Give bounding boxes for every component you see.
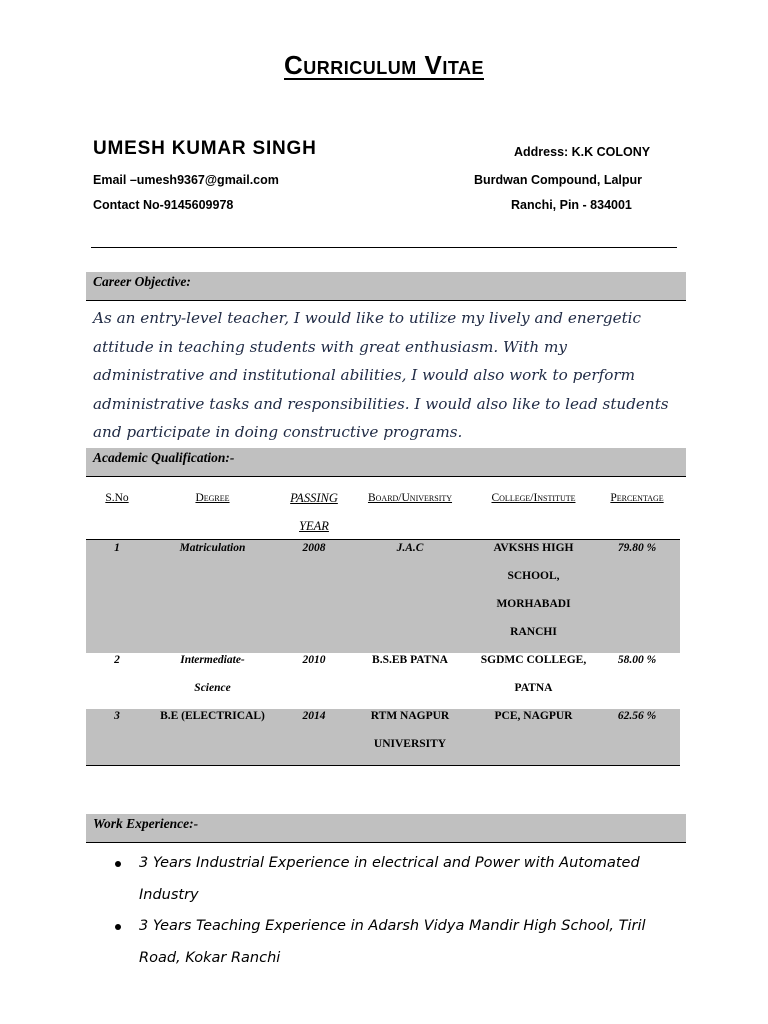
table-row-2-sno: 2 bbox=[114, 654, 120, 666]
table-row-1-degree: Matriculation bbox=[179, 542, 246, 554]
table-row-3-college: PCE, NAGPUR bbox=[494, 710, 573, 722]
table-row-3-board: RTM NAGPUR UNIVERSITY bbox=[370, 710, 450, 750]
table-row-2-board: B.S.EB PATNA bbox=[372, 654, 448, 666]
work-experience-heading-bar bbox=[86, 814, 686, 843]
table-row-3-year: 2014 bbox=[302, 710, 326, 722]
work-item-text: 3 Years Teaching Experience in Adarsh Vidya Mandir High School, Tiril Road, Kokar Ranchi bbox=[139, 918, 646, 966]
table-row-3-degree: B.E (ELECTRICAL) bbox=[160, 710, 265, 722]
column-header-board: Board/University bbox=[367, 492, 453, 504]
career-objective-text: As an entry-level teacher, I would like to utilize my lively and energetic attitude in teaching students with great enthusiasm. With my administrative and institutional abilities, I would also work to perform administrative tasks and responsibilities. I would also like to lead students and participate in doing constructive programs. bbox=[93, 309, 669, 441]
work-experience-heading: Work Experience:- bbox=[93, 816, 199, 831]
table-row-2-year: 2010 bbox=[302, 654, 326, 666]
address-line-2: Burdwan Compound, Lalpur bbox=[474, 173, 643, 187]
table-row-1-sno: 1 bbox=[114, 542, 120, 554]
bullet-icon bbox=[115, 861, 121, 867]
header-divider bbox=[91, 247, 677, 248]
table-row-2-percentage: 58.00 % bbox=[617, 654, 657, 666]
document-title-text: Curriculum Vitae bbox=[284, 50, 484, 80]
table-row-1-percentage: 79.80 % bbox=[617, 542, 657, 554]
table-row-1-college: AVKSHS HIGH SCHOOL, MORHABADI RANCHI bbox=[493, 542, 574, 638]
career-objective-heading-bar bbox=[86, 272, 686, 301]
work-experience-list bbox=[112, 848, 672, 974]
table-bottom-rule bbox=[86, 765, 680, 766]
academic-heading: Academic Qualification:- bbox=[93, 450, 235, 465]
column-header-college: College/Institute bbox=[491, 492, 576, 504]
candidate-name: UMESH KUMAR SINGH bbox=[93, 138, 317, 159]
column-header-percentage: Percentage bbox=[610, 492, 664, 504]
table-row-3-sno: 3 bbox=[114, 710, 120, 722]
table-row-2-college: SGDMC COLLEGE, PATNA bbox=[480, 654, 587, 694]
contact-line: Contact No-9145609978 bbox=[93, 198, 234, 212]
column-header-sno: S.No bbox=[105, 492, 129, 504]
work-item-text: 3 Years Industrial Experience in electrical and Power with Automated Industry bbox=[139, 855, 640, 903]
list-item bbox=[112, 911, 672, 974]
table-row-2-degree: Intermediate-Science bbox=[180, 654, 245, 694]
column-header-passing-year: PASSING YEAR bbox=[290, 491, 338, 533]
table-row-1-year: 2008 bbox=[302, 542, 326, 554]
career-objective-heading: Career Objective: bbox=[93, 274, 191, 289]
table-row-1-board: J.A.C bbox=[396, 542, 424, 554]
table-row-3-percentage: 62.56 % bbox=[617, 710, 657, 722]
email-line: Email –umesh9367@gmail.com bbox=[93, 173, 279, 187]
academic-heading-bar bbox=[86, 448, 686, 477]
address-line-1: Address: K.K COLONY bbox=[514, 145, 651, 159]
list-item bbox=[112, 848, 672, 911]
address-line-3: Ranchi, Pin - 834001 bbox=[511, 198, 632, 212]
bullet-icon bbox=[115, 924, 121, 930]
column-header-degree: Degree bbox=[195, 492, 230, 504]
document-title bbox=[0, 50, 768, 81]
